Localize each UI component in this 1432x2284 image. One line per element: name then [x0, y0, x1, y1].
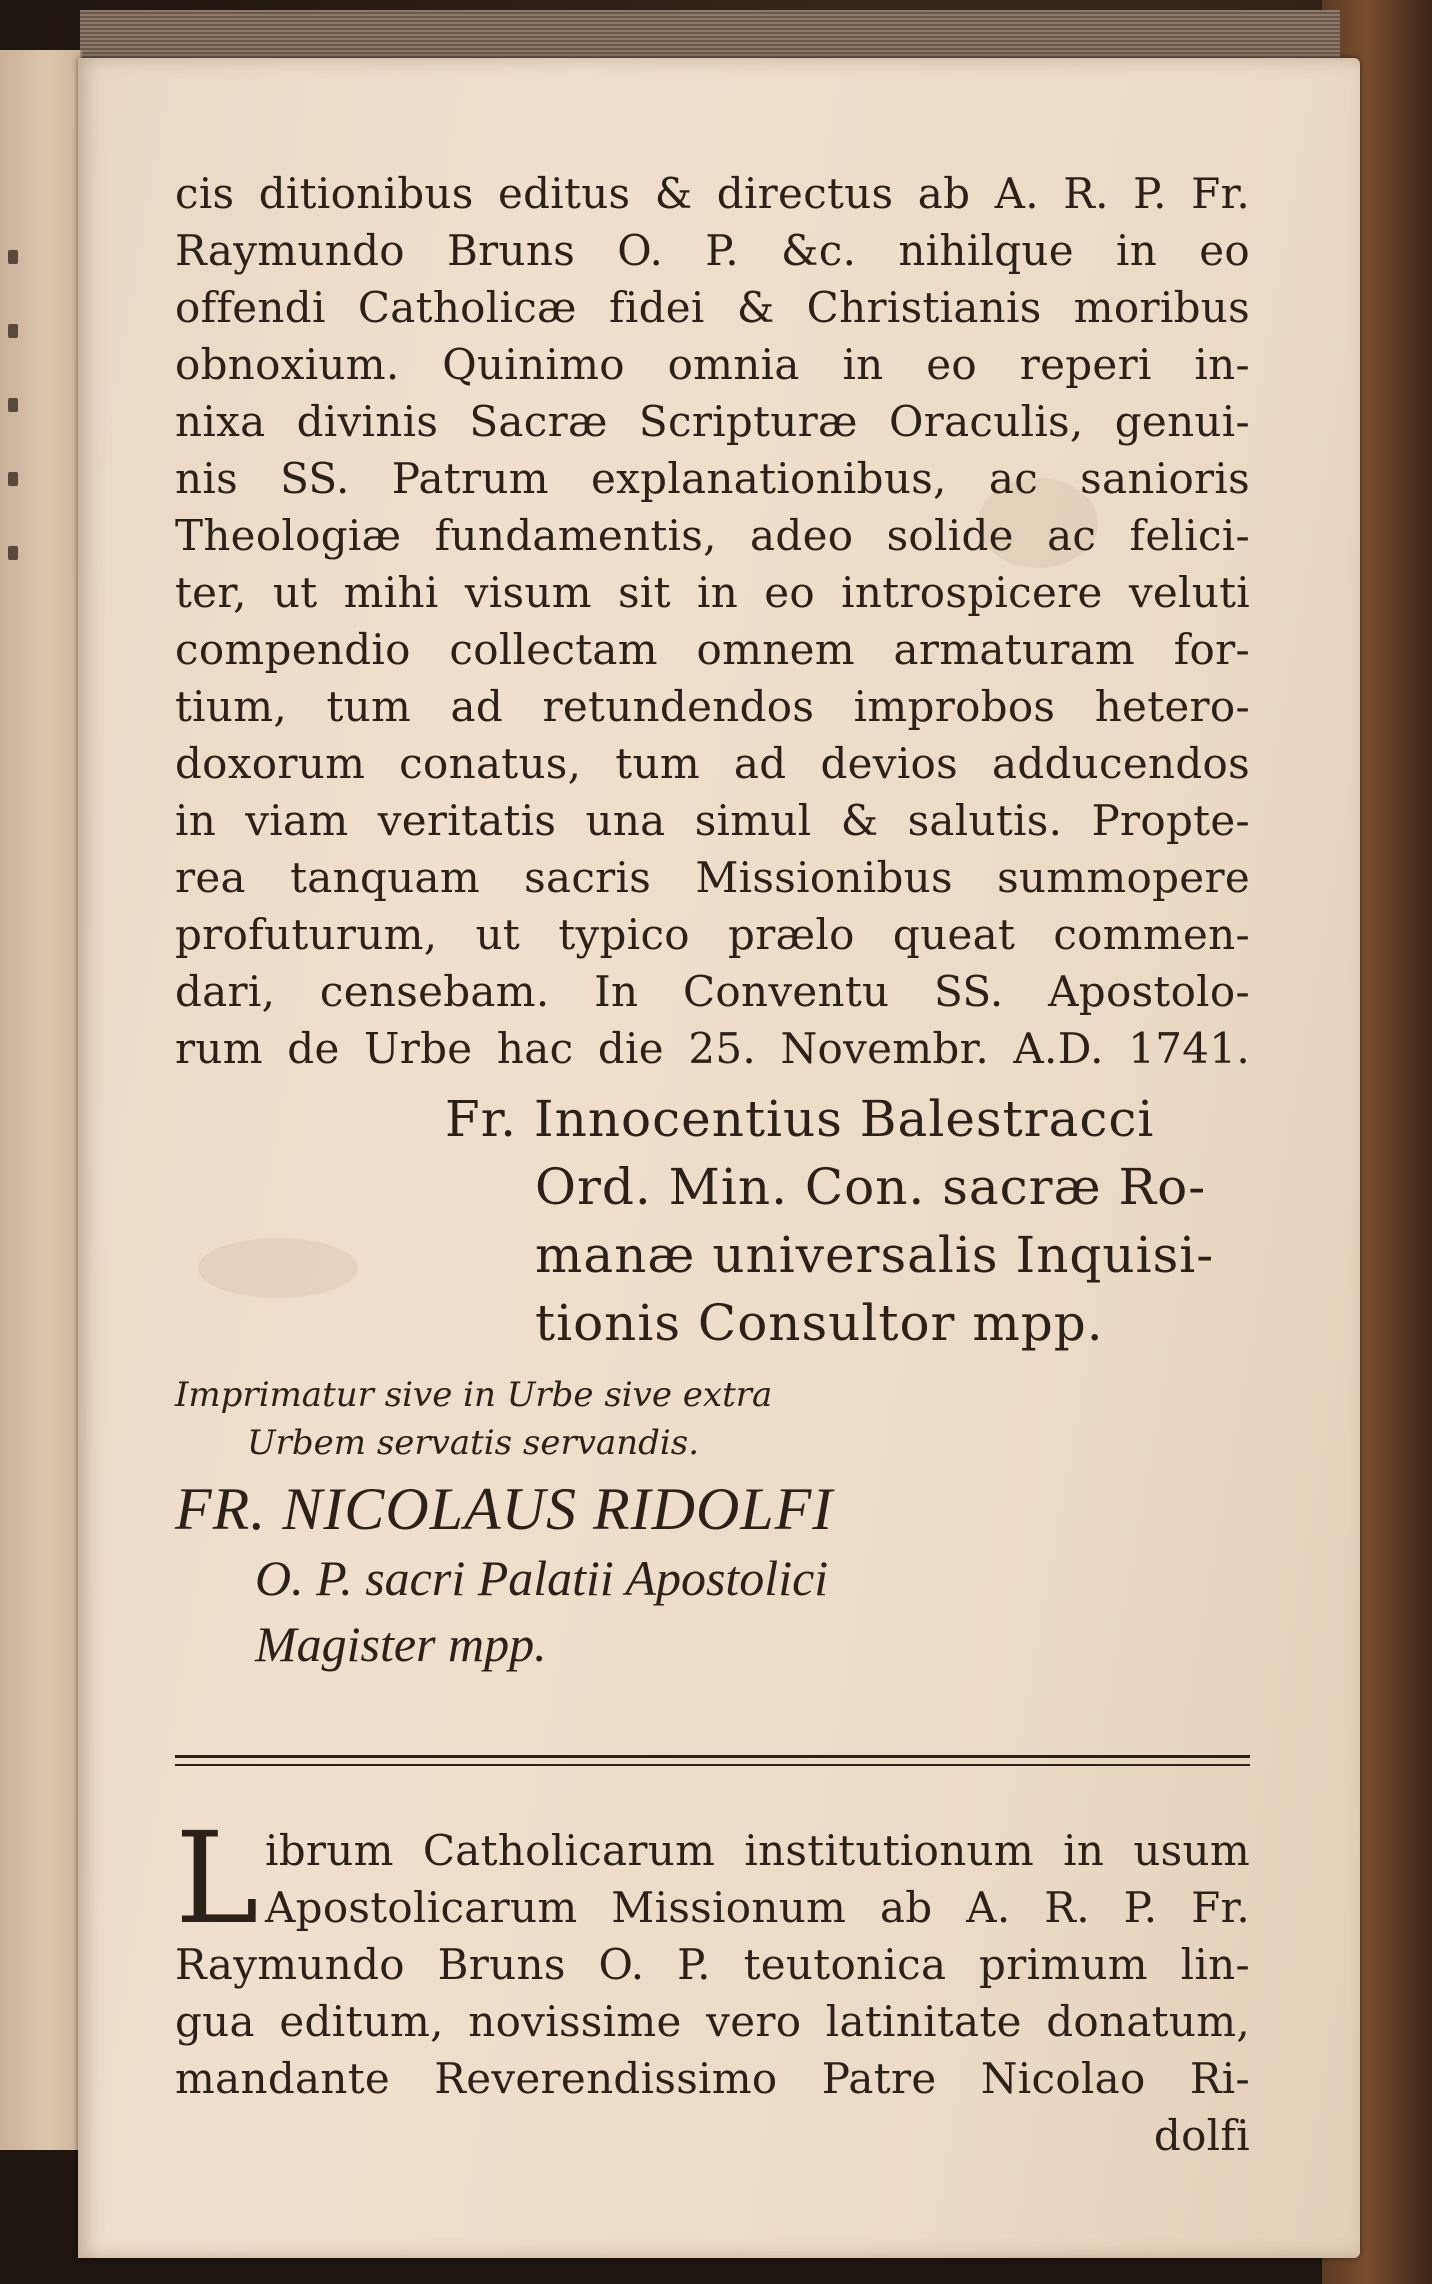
signature-line: manæ universalis Inquisi-	[535, 1226, 1215, 1284]
text-line: tium, tum ad retundendos improbos hetero-	[175, 682, 1250, 731]
text-line: in viam veritatis una simul & salutis. Propte-	[175, 796, 1250, 845]
text-line: ter, ut mihi visum sit in eo introspicere veluti	[175, 568, 1250, 617]
imprimatur-line: Imprimatur sive in Urbe sive extra	[175, 1375, 773, 1415]
magister-title-line: Magister mpp.	[255, 1616, 547, 1672]
signature-line: Fr. Innocentius Balestracci	[445, 1090, 1155, 1148]
text-line: nixa divinis Sacræ Scripturæ Oraculis, genui-	[175, 397, 1250, 446]
imprimatur-block	[175, 1371, 1250, 1677]
text-line: nis SS. Patrum explanationibus, ac sanioris	[175, 454, 1250, 503]
text-line: obnoxium. Quinimo omnia in eo reperi in-	[175, 340, 1250, 389]
text-line: gua editum, novissime vero latinitate donatum,	[175, 1997, 1250, 2046]
text-line: rum de Urbe hac die 25. Novembr. A.D. 1741.	[175, 1024, 1250, 1073]
page-text	[175, 165, 1250, 2164]
horizontal-rule	[175, 1755, 1250, 1766]
text-line: cis ditionibus editus & directus ab A. R. P. Fr.	[175, 169, 1250, 218]
previous-page-edge	[0, 50, 82, 2150]
second-paragraph	[175, 1805, 1250, 2164]
signature-line: Ord. Min. Con. sacræ Ro-	[535, 1158, 1207, 1216]
text-line: rea tanquam sacris Missionibus summopere	[175, 853, 1250, 902]
text-line: ibrum Catholicarum institutionum in usum	[265, 1826, 1250, 1875]
text-line: Raymundo Bruns O. P. &c. nihilque in eo	[175, 226, 1250, 275]
text-line: compendio collectam omnem armaturam for-	[175, 625, 1250, 674]
text-line: offendi Catholicæ fidei & Christianis moribus	[175, 283, 1250, 332]
text-line: Raymundo Bruns O. P. teutonica primum lin-	[175, 1940, 1250, 1989]
imprimatur-line: Urbem servatis servandis.	[247, 1423, 700, 1463]
approbation-paragraph	[175, 165, 1250, 1077]
text-line: doxorum conatus, tum ad devios adducendos	[175, 739, 1250, 788]
censor-signature	[175, 1085, 1250, 1357]
text-line: mandante Reverendissimo Patre Nicolao Ri-	[175, 2054, 1250, 2103]
signature-line: tionis Consultor mpp.	[535, 1294, 1104, 1352]
drop-cap-letter: L	[175, 1805, 259, 1952]
text-line: Theologiæ fundamentis, adeo solide ac felici-	[175, 511, 1250, 560]
text-line: profuturum, ut typico prælo queat commen-	[175, 910, 1250, 959]
magister-name: FR. NICOLAUS RIDOLFI	[175, 1476, 834, 1542]
text-line: Apostolicarum Missionum ab A. R. P. Fr.	[265, 1883, 1250, 1932]
catchword: dolfi	[1153, 2111, 1250, 2160]
previous-page-marks	[8, 250, 28, 650]
magister-title-line: O. P. sacri Palatii Apostolici	[255, 1550, 829, 1606]
text-line: dari, censebam. In Conventu SS. Apostolo-	[175, 967, 1250, 1016]
